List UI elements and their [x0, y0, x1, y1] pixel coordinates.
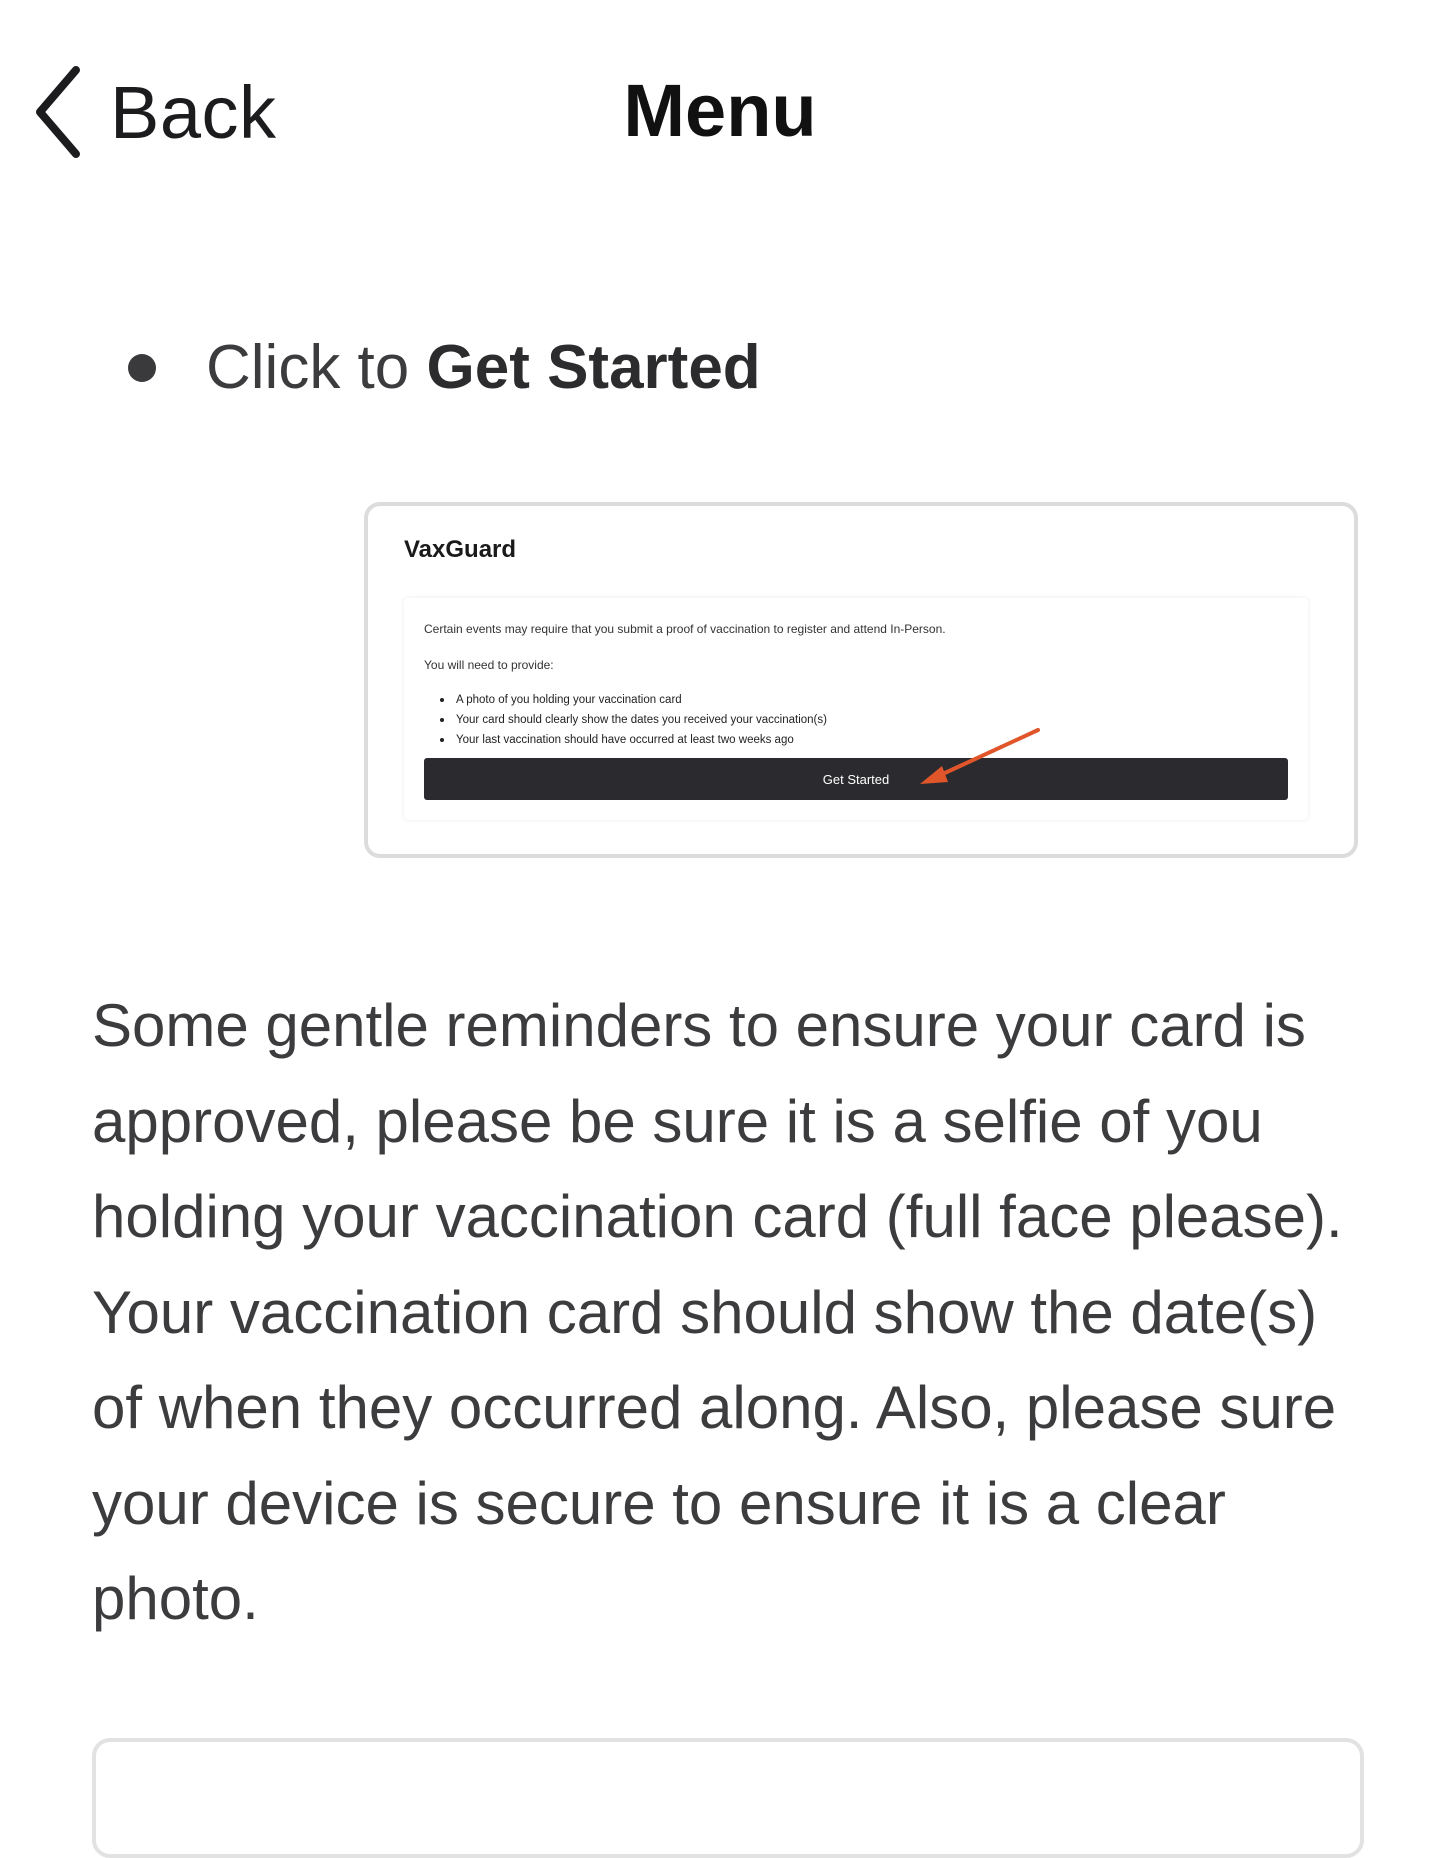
bottom-panel — [92, 1738, 1364, 1858]
instruction-text — [206, 332, 761, 403]
vaxguard-provide-label: You will need to provide: — [424, 658, 554, 672]
vaxguard-card — [404, 598, 1308, 820]
get-started-button: Get Started — [424, 758, 1288, 800]
navigation-bar — [0, 0, 1440, 230]
instruction-prefix: Click to — [206, 333, 427, 402]
requirement-item: A photo of you holding your vaccination card — [424, 690, 827, 710]
embedded-screenshot — [364, 502, 1358, 858]
back-label: Back — [110, 70, 277, 154]
reminder-paragraph: Some gentle reminders to ensure your card is approved, please be sure it is a selfie of you holding your vaccination card (full face please). Your vaccination card should show the date(s) of when they occurred along. Also, please sure your device is secure to ensure it is a clear photo. — [92, 992, 1343, 1632]
bullet-dot — [128, 354, 156, 382]
instruction-bullet — [128, 332, 761, 403]
requirement-item: Your card should clearly show the dates you received your vaccination(s) — [424, 710, 827, 730]
vaxguard-intro-text: Certain events may require that you submit a proof of vaccination to register and attend In-Person. — [424, 622, 946, 636]
vaxguard-brand: VaxGuard — [404, 536, 517, 563]
requirement-item: Your last vaccination should have occurred at least two weeks ago — [424, 730, 827, 750]
page-title: Menu — [623, 69, 817, 152]
requirements-list — [424, 690, 827, 750]
instruction-emphasis: Get Started — [426, 333, 761, 402]
